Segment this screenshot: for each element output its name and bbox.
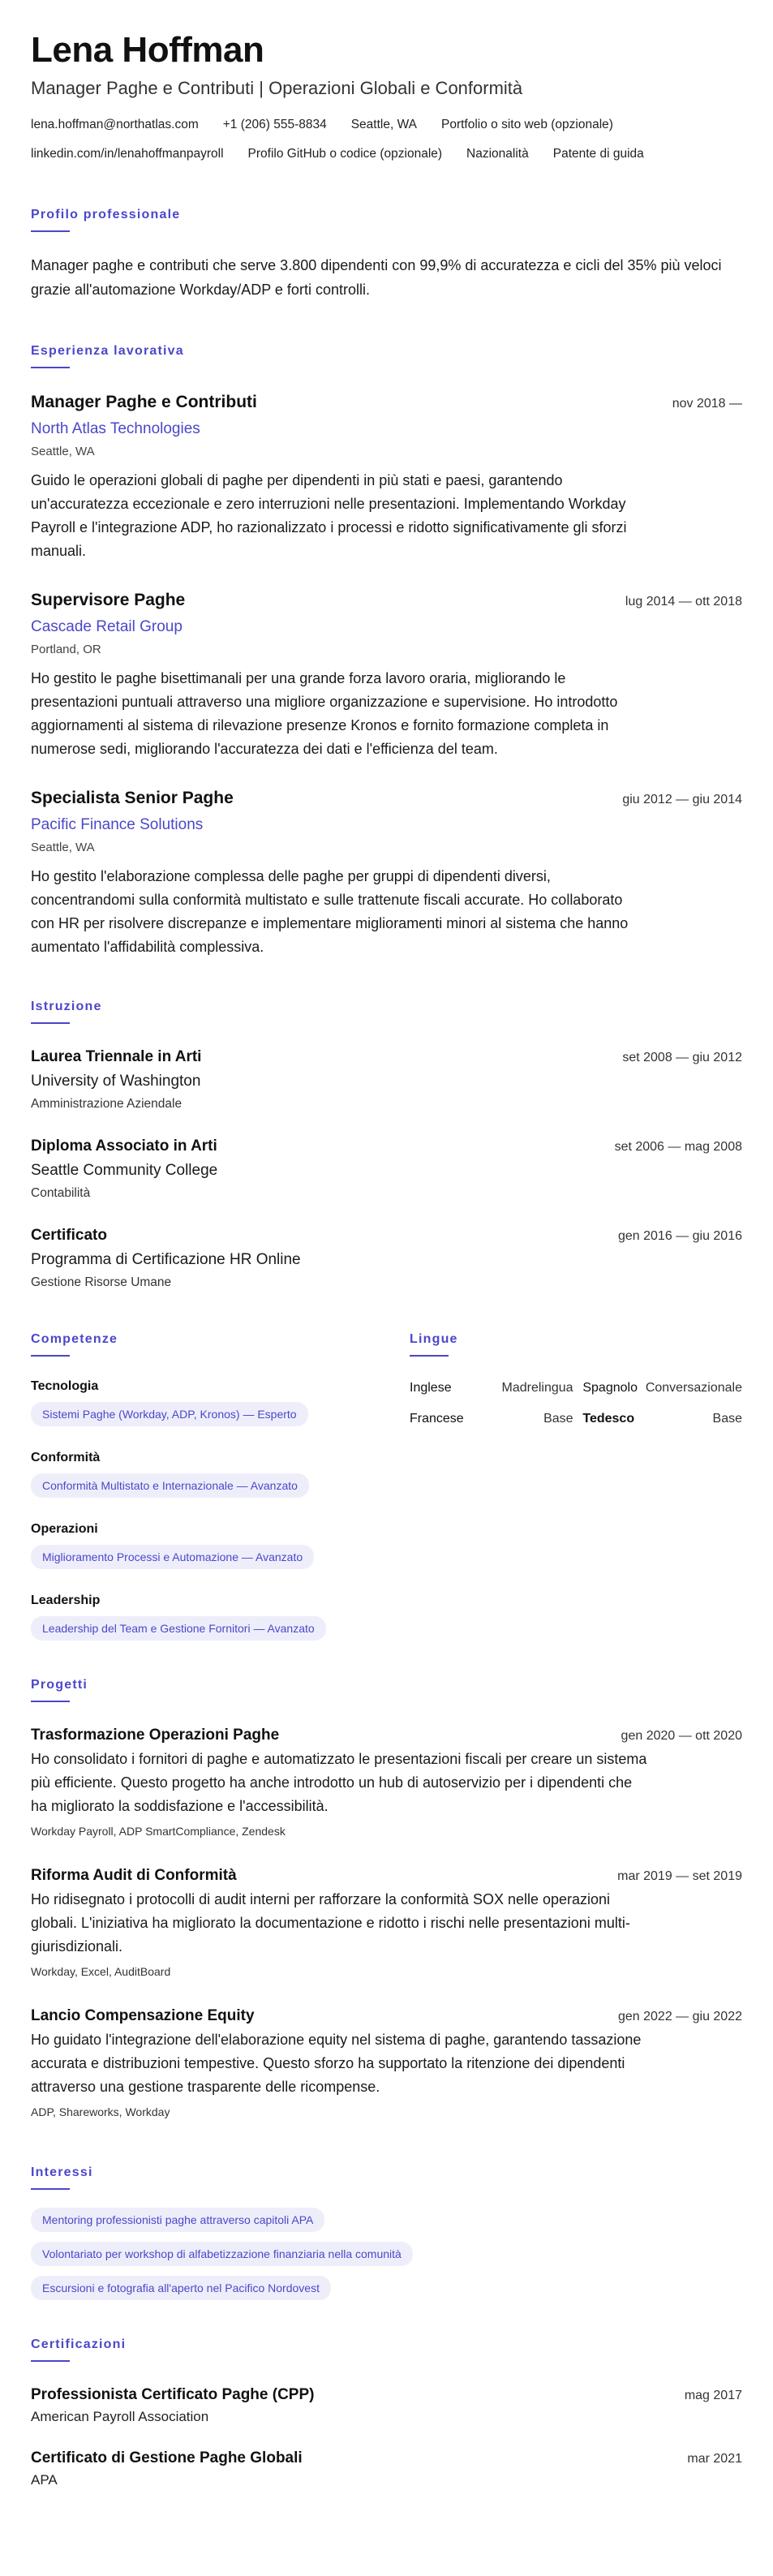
experience-entry: [31, 789, 742, 959]
summary-text: Manager paghe e contributi che serve 3.800 dipendenti con 99,9% di accuratezza e cicli del 35% più veloci grazie all'automazione Workday/ADP e forti controlli.: [31, 257, 722, 298]
contact-linkedin[interactable]: linkedin.com/in/lenahoffmanpayroll: [31, 147, 224, 161]
candidate-name: Lena Hoffman: [31, 30, 264, 70]
skill-group: [31, 1522, 372, 1569]
section-divider: [31, 1022, 70, 1024]
experience-section: [31, 344, 742, 959]
contact-license: Patente di guida: [552, 147, 644, 161]
interest-chip: Mentoring professionisti paghe attraverso capitoli APA: [31, 2208, 324, 2232]
education-entry: [31, 1227, 742, 1292]
section-title: Certificazioni: [31, 2337, 127, 2351]
certification-name: Certificato di Gestione Paghe Globali: [31, 2449, 303, 2466]
school-name: University of Washington: [31, 1073, 201, 1090]
degree-title: Laurea Triennale in Arti: [31, 1048, 202, 1065]
language-name: Tedesco: [582, 1412, 635, 1426]
skill-category: Leadership: [31, 1593, 101, 1607]
section-divider: [31, 2360, 70, 2362]
contact-portfolio[interactable]: Portfolio o sito web (opzionale): [440, 118, 613, 131]
resume-header: [31, 29, 742, 164]
job-description: Guido le operazioni globali di paghe per dipendenti in più stati e paesi, garantendo un'accuratezza eccezionale e zero interruzioni nelle presentazioni. Implementando Workday Payroll e l'integrazione ADP, ho razionalizzato i processi e ridotto significativamente gli sforzi manuali.: [31, 472, 627, 559]
job-description: Ho gestito l'elaborazione complessa delle paghe per gruppi di dipendenti diversi, concentrandomi sulla conformità multistato e sulle trattenute fiscali accurate. Ho collaborato con HR per risolvere discrepanze e implementare miglioramenti minori al sistema che hanno aumentato l'affidabilità complessiva.: [31, 868, 629, 955]
project-description: Ho consolidato i fornitori di paghe e automatizzato le presentazioni fiscali per creare un sistema più efficiente. Questo progetto ha anche introdotto un hub di autoservizio per i dipendenti che ha migliorato la soddisfazione e l'accessibilità.: [31, 1751, 647, 1814]
language-name: Inglese: [410, 1381, 452, 1395]
company-name: North Atlas Technologies: [31, 420, 200, 437]
experience-entry: [31, 591, 742, 761]
project-dates: gen 2022 — giu 2022: [617, 2010, 742, 2023]
contact-location: Seattle, WA: [350, 118, 417, 131]
section-title: Profilo professionale: [31, 208, 181, 221]
degree-title: Diploma Associato in Arti: [31, 1137, 217, 1155]
interests-section: [31, 2165, 742, 2300]
company-name: Cascade Retail Group: [31, 618, 183, 635]
skill-chip: Sistemi Paghe (Workday, ADP, Kronos) — Esperto: [31, 1402, 308, 1426]
job-description: Ho gestito le paghe bisettimanali per una grande forza lavoro oraria, migliorando le presentazioni puntuali attraverso una migliore organizzazione e supervisione. Ho introdotto aggiornamenti al sistema di rilevazione presenze Kronos e fornito formazione completa in numerose sedi, migliorando l'accuratezza dei dati e l'efficienza del team.: [31, 670, 618, 757]
education-entry: [31, 1137, 742, 1202]
field-of-study: Amministrazione Aziendale: [31, 1097, 183, 1111]
skills-section: [31, 1332, 372, 1641]
certification-entry: [31, 2449, 742, 2490]
certification-issuer: American Payroll Association: [31, 2409, 209, 2424]
skill-group: [31, 1451, 372, 1498]
interest-chip: Escursioni e fotografia all'aperto nel Pacifico Nordovest: [31, 2276, 331, 2300]
project-name: Lancio Compensazione Equity: [31, 2007, 255, 2024]
section-title: Competenze: [31, 1332, 118, 1346]
certification-issuer: APA: [31, 2472, 58, 2488]
certification-date: mar 2021: [687, 2452, 742, 2466]
headline: Manager Paghe e Contributi | Operazioni Globali e Conformità: [31, 78, 523, 98]
contact-list: [31, 115, 742, 164]
skill-group: [31, 1379, 372, 1426]
contact-phone[interactable]: +1 (206) 555-8834: [222, 118, 327, 131]
education-dates: set 2008 — giu 2012: [622, 1051, 742, 1064]
job-dates: nov 2018 —: [672, 397, 742, 411]
skill-chip: Leadership del Team e Gestione Fornitori — Avanzato: [31, 1616, 326, 1641]
field-of-study: Gestione Risorse Umane: [31, 1275, 172, 1289]
field-of-study: Contabilità: [31, 1186, 91, 1200]
skill-category: Conformità: [31, 1451, 101, 1464]
section-divider: [31, 367, 70, 368]
section-divider: [31, 1701, 70, 1702]
language-level: Base: [543, 1412, 573, 1426]
skill-chip: Conformità Multistato e Internazionale — Avanzato: [31, 1473, 309, 1498]
contact-email[interactable]: lena.hoffman@northatlas.com: [31, 118, 199, 131]
section-divider: [31, 2188, 70, 2190]
project-description: Ho guidato l'integrazione dell'elaborazione equity nel sistema di paghe, garantendo tassazione accurata e distribuzioni tempestive. Questo sforzo ha supportato la ritenzione dei dipendenti attraverso una gestione trasparente delle ricompense.: [31, 2032, 642, 2095]
contact-github[interactable]: Profilo GitHub o codice (opzionale): [247, 147, 443, 161]
job-title: Manager Paghe e Contributi: [31, 393, 257, 411]
section-divider: [31, 230, 70, 232]
job-dates: lug 2014 — ott 2018: [625, 595, 742, 609]
language-level: Conversazionale: [645, 1381, 742, 1395]
contact-nationality: Nazionalità: [466, 147, 529, 161]
project-name: Riforma Audit di Conformità: [31, 1867, 237, 1884]
language-level: Base: [712, 1412, 742, 1426]
education-entry: [31, 1048, 742, 1113]
education-dates: set 2006 — mag 2008: [614, 1140, 742, 1154]
section-title: Lingue: [410, 1332, 458, 1346]
certifications-section: [31, 2337, 742, 2490]
education-dates: gen 2016 — giu 2016: [617, 1229, 742, 1243]
certification-date: mag 2017: [684, 2389, 742, 2402]
school-name: Seattle Community College: [31, 1162, 218, 1179]
skill-category: Tecnologia: [31, 1379, 99, 1393]
project-description: Ho ridisegnato i protocolli di audit interni per rafforzare la conformità SOX nelle operazioni globali. L'iniziativa ha migliorato la documentazione e ridotto i rischi nelle presentazioni multi-giurisdizionali.: [31, 1891, 630, 1955]
job-dates: giu 2012 — giu 2014: [622, 793, 742, 806]
project-dates: gen 2020 — ott 2020: [621, 1729, 742, 1743]
interest-chip: Volontariato per workshop di alfabetizzazione finanziaria nella comunità: [31, 2242, 413, 2266]
project-tools: Workday, Excel, AuditBoard: [31, 1965, 171, 1978]
job-location: Portland, OR: [31, 643, 101, 656]
project-entry: [31, 2007, 742, 2120]
degree-title: Certificato: [31, 1227, 107, 1244]
project-dates: mar 2019 — set 2019: [617, 1869, 742, 1883]
section-divider: [410, 1355, 449, 1357]
project-entry: [31, 1867, 742, 1980]
project-name: Trasformazione Operazioni Paghe: [31, 1727, 280, 1744]
project-tools: Workday Payroll, ADP SmartCompliance, Zendesk: [31, 1825, 286, 1838]
certification-name: Professionista Certificato Paghe (CPP): [31, 2386, 315, 2403]
certification-entry: [31, 2386, 742, 2427]
experience-entry: [31, 393, 742, 563]
section-title: Progetti: [31, 1678, 88, 1692]
language-level: Madrelingua: [501, 1381, 573, 1395]
section-title: Esperienza lavorativa: [31, 344, 184, 358]
language-row: [410, 1410, 742, 1428]
skill-chip: Miglioramento Processi e Automazione — Avanzato: [31, 1545, 314, 1569]
summary-section: [31, 208, 742, 302]
projects-section: [31, 1678, 742, 2120]
section-divider: [31, 1355, 70, 1357]
project-entry: [31, 1727, 742, 1839]
education-section: [31, 1000, 742, 1292]
job-title: Supervisore Paghe: [31, 591, 186, 609]
languages-section: [410, 1332, 742, 1641]
project-tools: ADP, Shareworks, Workday: [31, 2105, 170, 2118]
skill-category: Operazioni: [31, 1522, 98, 1536]
company-name: Pacific Finance Solutions: [31, 816, 204, 833]
skill-group: [31, 1593, 372, 1641]
skills-languages-row: [31, 1332, 742, 1641]
language-row: [410, 1379, 742, 1397]
language-name: Francese: [410, 1412, 464, 1426]
job-location: Seattle, WA: [31, 445, 95, 458]
section-title: Istruzione: [31, 1000, 102, 1013]
job-location: Seattle, WA: [31, 841, 95, 854]
job-title: Specialista Senior Paghe: [31, 789, 234, 807]
school-name: Programma di Certificazione HR Online: [31, 1251, 301, 1268]
section-title: Interessi: [31, 2165, 93, 2179]
language-name: Spagnolo: [582, 1381, 638, 1395]
